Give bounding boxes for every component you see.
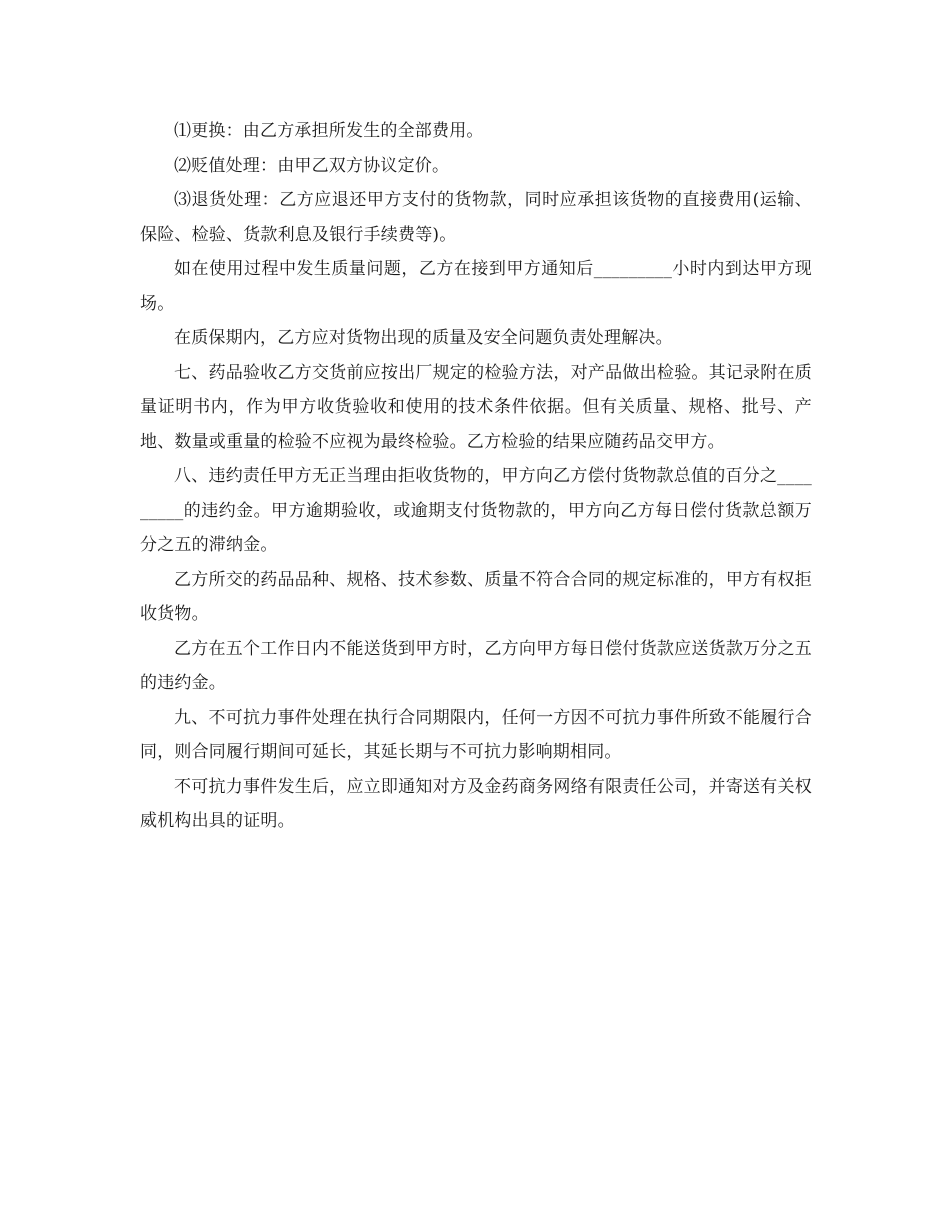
paragraph-liability: 八、违约责任甲方无正当理由拒收货物的，甲方向乙方偿付货物款总值的百分之_________的违约金。甲方逾期验收，或逾期支付货物款的，甲方向乙方每日偿付货款总额万分之五的滞纳金。 xyxy=(140,466,812,555)
paragraph-rejection-right: 乙方所交的药品品种、规格、技术参数、质量不符合合同的规定标准的，甲方有权拒收货物。 xyxy=(140,569,812,624)
paragraph-depreciation: ⑵贬值处理：由甲乙双方协议定价。 xyxy=(174,155,450,176)
paragraph-force-majeure-notice: 不可抗力事件发生后，应立即通知对方及金药商务网络有限责任公司，并寄送有关权威机构出具的证明。 xyxy=(140,776,812,831)
paragraph-inspection: 七、药品验收乙方交货前应按出厂规定的检验方法，对产品做出检验。其记录附在质量证明书内，作为甲方收货验收和使用的技术条件依据。但有关质量、规格、批号、产地、数量或重量的检验不应视为最终检验。乙方检验的结果应随药品交甲方。 xyxy=(140,362,812,452)
paragraph-return: ⑶退货处理：乙方应退还甲方支付的货物款，同时应承担该货物的直接费用(运输、保险、检验、货款利息及银行手续费等)。 xyxy=(140,190,812,245)
paragraph-warranty: 在质保期内，乙方应对货物出现的质量及安全问题负责处理解决。 xyxy=(174,328,673,348)
paragraph-late-delivery: 乙方在五个工作日内不能送货到甲方时，乙方向甲方每日偿付货款应送货款万分之五的违约金。 xyxy=(140,638,812,693)
document-body xyxy=(140,114,812,839)
paragraph-onsite-response: 如在使用过程中发生质量问题，乙方在接到甲方通知后_________小时内到达甲方现场。 xyxy=(140,259,812,314)
paragraph-force-majeure: 九、不可抗力事件处理在执行合同期限内，任何一方因不可抗力事件所致不能履行合同，则合同履行期间可延长，其延长期与不可抗力影响期相同。 xyxy=(140,707,812,762)
paragraph-replacement: ⑴更换：由乙方承担所发生的全部费用。 xyxy=(174,121,484,141)
